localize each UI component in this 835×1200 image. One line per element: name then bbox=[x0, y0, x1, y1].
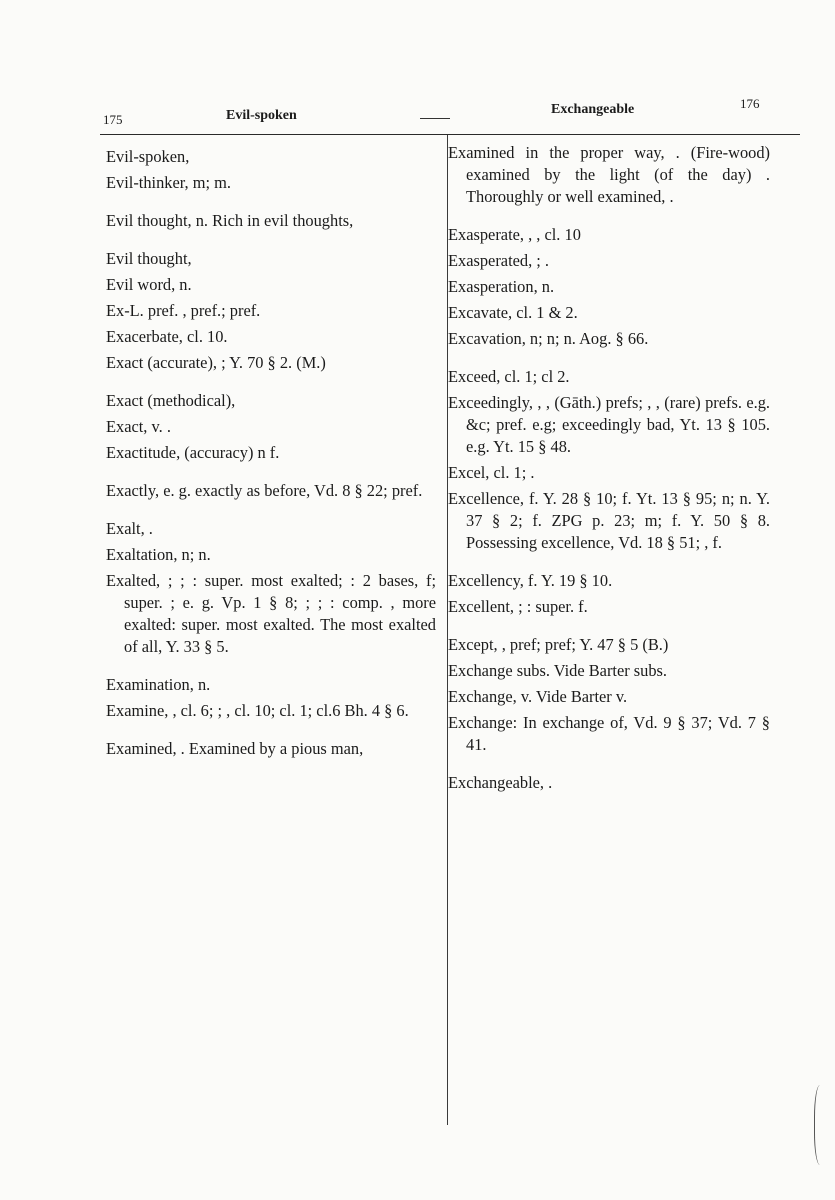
entry-examine: Examine, , cl. 6; ; , cl. 10; cl. 1; cl.6 Bh. 4 § 6. bbox=[106, 701, 409, 720]
entry-except: Except, , pref; pref; Y. 47 § 5 (B.) bbox=[448, 635, 669, 654]
entry-examination: Examination, n. bbox=[106, 675, 211, 694]
entry-exalt: Exalt, . bbox=[106, 519, 153, 538]
entry-exaltation: Exaltation, n; n. bbox=[106, 545, 211, 564]
right-column bbox=[448, 142, 770, 798]
page-number-left: 175 bbox=[103, 112, 123, 127]
running-title-left: Evil-spoken bbox=[226, 108, 297, 123]
entry-evil-word: Evil word, n. bbox=[106, 275, 192, 294]
entry-exchange-in-exchange: Exchange: In exchange of, Vd. 9 § 37; Vd. 7 § 41. bbox=[448, 713, 770, 754]
header-dash bbox=[420, 118, 450, 119]
left-column bbox=[106, 146, 436, 764]
margin-pencil-mark bbox=[814, 1085, 829, 1165]
entry-exasperated: Exasperated, ; . bbox=[448, 251, 550, 270]
entry-evil-thought-1: Evil thought, n. Rich in evil thoughts, bbox=[106, 211, 354, 230]
entry-exact-v: Exact, v. . bbox=[106, 417, 171, 436]
entry-exalted: Exalted, ; ; : super. most exalted; : 2 bases, f; super. ; e. g. Vp. 1 § 8; ; ; : comp. , more exalted: super. most exalted. The most exalted of all, Y. 33 § 5. bbox=[106, 571, 436, 656]
entry-exactly: Exactly, e. g. exactly as before, Vd. 8 § 22; pref. bbox=[106, 481, 423, 500]
entry-evil-thinker: Evil-thinker, m; m. bbox=[106, 173, 231, 192]
entry-excavate: Excavate, cl. 1 & 2. bbox=[448, 303, 578, 322]
entry-exact-accurate: Exact (accurate), ; Y. 70 § 2. (M.) bbox=[106, 353, 326, 372]
entry-exactitude: Exactitude, (accuracy) n f. bbox=[106, 443, 280, 462]
entry-excellence: Excellence, f. Y. 28 § 10; f. Yt. 13 § 95; n; n. Y. 37 § 2; f. ZPG p. 23; m; f. Y. 50 § 8. Possessing excellence, Vd. 18 § 51; , f. bbox=[448, 489, 770, 552]
entry-exasperation: Exasperation, n. bbox=[448, 277, 555, 296]
entry-excellent: Excellent, ; : super. f. bbox=[448, 597, 588, 616]
entry-evil-spoken: Evil-spoken, bbox=[106, 147, 190, 166]
entry-exceed: Exceed, cl. 1; cl 2. bbox=[448, 367, 570, 386]
entry-excel: Excel, cl. 1; . bbox=[448, 463, 535, 482]
entry-examined-proper-way: Examined in the proper way, . (Fire-wood) examined by the light (of the day) . Thoroughly or well examined, . bbox=[448, 143, 770, 206]
entry-exact-methodical: Exact (methodical), bbox=[106, 391, 236, 410]
header-rule bbox=[100, 134, 800, 135]
running-head bbox=[0, 96, 835, 130]
entry-ex-l: Ex-L. pref. , pref.; pref. bbox=[106, 301, 261, 320]
entry-exasperate: Exasperate, , , cl. 10 bbox=[448, 225, 581, 244]
entry-exceedingly: Exceedingly, , , (Gāth.) prefs; , , (rare) prefs. e.g. &c; pref. e.g; exceedingly bad, Yt. 13 § 105. e.g. Yt. 15 § 48. bbox=[448, 393, 770, 456]
entry-examined: Examined, . Examined by a pious man, bbox=[106, 739, 364, 758]
entry-excavation: Excavation, n; n; n. Aog. § 66. bbox=[448, 329, 649, 348]
entry-exchange-v: Exchange, v. Vide Barter v. bbox=[448, 687, 628, 706]
entry-exacerbate: Exacerbate, cl. 10. bbox=[106, 327, 228, 346]
entry-excellency: Excellency, f. Y. 19 § 10. bbox=[448, 571, 613, 590]
entry-exchange-subs: Exchange subs. Vide Barter subs. bbox=[448, 661, 668, 680]
page-number-right: 176 bbox=[740, 96, 760, 111]
running-title-right: Exchangeable bbox=[551, 102, 635, 117]
entry-exchangeable: Exchangeable, . bbox=[448, 773, 553, 792]
entry-evil-thought-2: Evil thought, bbox=[106, 249, 192, 268]
